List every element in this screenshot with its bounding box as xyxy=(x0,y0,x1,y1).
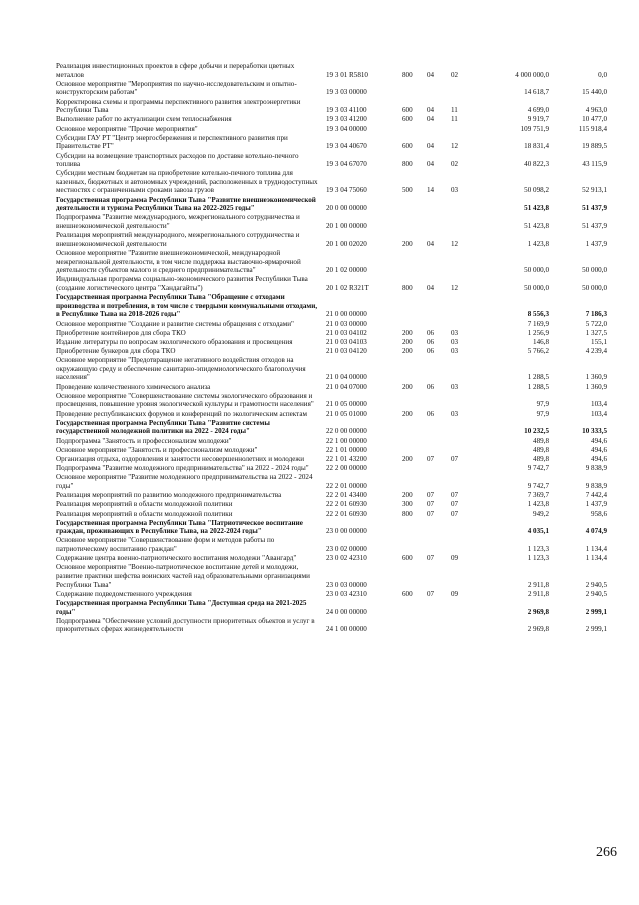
budget-table xyxy=(56,62,616,635)
amount-year-1: 50 098,2 xyxy=(524,186,549,195)
expense-type: 200 xyxy=(402,328,413,337)
table-row xyxy=(56,275,616,293)
table-row xyxy=(56,213,616,231)
amount-year-2: 51 437,9 xyxy=(582,204,607,213)
table-row xyxy=(56,356,616,382)
target-code: 22 2 01 60930 xyxy=(326,509,367,518)
amount-year-1: 97,9 xyxy=(536,409,549,418)
expense-type: 200 xyxy=(402,454,413,463)
amount-year-1: 489,8 xyxy=(533,454,549,463)
amount-year-1: 14 618,7 xyxy=(524,88,549,97)
subsection-code: 07 xyxy=(451,509,459,518)
amount-year-2: 2 940,5 xyxy=(585,589,607,598)
table-row xyxy=(56,500,616,509)
amount-year-2: 1 134,4 xyxy=(585,545,607,554)
amount-year-1: 40 822,3 xyxy=(524,160,549,169)
table-row xyxy=(56,125,616,134)
row-name: Основное мероприятие "Совершенствование системы экологического образования и просвещения, повышение уровня экологической культуры и грамотности населения" xyxy=(56,391,314,409)
expense-type: 800 xyxy=(402,70,413,79)
table-row xyxy=(56,437,616,446)
section-code: 04 xyxy=(427,115,435,124)
subsection-code: 09 xyxy=(451,589,459,598)
table-row xyxy=(56,249,616,275)
row-name: Государственная программа Республики Тыва "Обращение с отходами производства и потребления, в том числе с твердыми коммунальными отходами, в Республике Тыва на 2018-2026 годы" xyxy=(56,293,318,319)
target-code: 22 0 00 00000 xyxy=(326,427,367,436)
subsection-code: 12 xyxy=(451,142,459,151)
table-row xyxy=(56,617,616,635)
amount-year-1: 4 000 000,0 xyxy=(515,70,549,79)
amount-year-1: 2 911,8 xyxy=(527,589,549,598)
row-name: Государственная программа Республики Тыва "Развитие системы государственной молодежной политики на 2022 - 2024 годы" xyxy=(56,418,270,436)
amount-year-2: 1 134,4 xyxy=(585,554,607,563)
subsection-code: 12 xyxy=(451,239,459,248)
subsection-code: 02 xyxy=(451,160,459,169)
row-name: Проведение республиканских форумов и конференций по экологическим аспектам xyxy=(56,409,307,418)
table-row xyxy=(56,338,616,347)
amount-year-2: 103,4 xyxy=(591,409,607,418)
expense-type: 600 xyxy=(402,115,413,124)
row-name: Организация отдыха, оздоровления и занятости несовершеннолетних и молодежи xyxy=(56,454,305,463)
table-row xyxy=(56,231,616,249)
row-name: Содержание центра военно-патриотического воспитания молодежи "Авангард" xyxy=(56,554,297,563)
subsection-code: 11 xyxy=(451,115,458,124)
expense-type: 800 xyxy=(402,509,413,518)
amount-year-1: 5 766,2 xyxy=(527,347,549,356)
amount-year-2: 1 360,9 xyxy=(585,373,607,382)
amount-year-2: 9 838,9 xyxy=(585,481,607,490)
amount-year-1: 51 423,8 xyxy=(524,222,549,231)
row-name: Корректировка схемы и программы перспективного развития электроэнергетики Республики Тыва xyxy=(56,97,301,115)
expense-type: 200 xyxy=(402,409,413,418)
target-code: 21 0 00 00000 xyxy=(326,310,367,319)
row-name: Основное мероприятие "Предотвращение негативного воздействия отходов на окружающую среду и обеспечение санитарно-эпидемиологического благополучия населения" xyxy=(56,356,306,382)
expense-type: 600 xyxy=(402,106,413,115)
row-name: Подпрограмма "Занятость и профессионализм молодежи" xyxy=(56,436,232,445)
expense-type: 800 xyxy=(402,283,413,292)
amount-year-2: 494,6 xyxy=(591,436,607,445)
table-row xyxy=(56,62,616,80)
section-code: 06 xyxy=(427,382,435,391)
section-code: 07 xyxy=(427,589,435,598)
target-code: 21 0 03 04103 xyxy=(326,337,367,346)
amount-year-1: 4 699,0 xyxy=(527,106,549,115)
row-name: Основное мероприятие "Совершенствование форм и методов работы по патриотическому воспитанию граждан" xyxy=(56,536,275,554)
amount-year-1: 109 751,9 xyxy=(520,124,549,133)
expense-type: 300 xyxy=(402,500,413,509)
amount-year-1: 2 911,8 xyxy=(527,580,549,589)
table-row xyxy=(56,519,616,537)
section-code: 07 xyxy=(427,554,435,563)
row-name: Государственная программа Республики Тыва "Патриотическое воспитание граждан, проживающих в Республике Тыва, на 2022-2024 годы" xyxy=(56,518,303,536)
section-code: 04 xyxy=(427,142,435,151)
amount-year-2: 494,6 xyxy=(591,454,607,463)
amount-year-2: 1 327,5 xyxy=(585,328,607,337)
row-name: Подпрограмма "Обеспечение условий доступности приоритетных объектов и услуг в приоритетных сферах жизнедеятельности xyxy=(56,616,315,634)
section-code: 14 xyxy=(427,186,435,195)
amount-year-2: 51 437,9 xyxy=(582,222,607,231)
target-code: 22 2 01 00000 xyxy=(326,481,367,490)
subsection-code: 07 xyxy=(451,454,459,463)
subsection-code: 03 xyxy=(451,186,459,195)
amount-year-2: 4 074,9 xyxy=(585,527,607,536)
table-row xyxy=(56,293,616,319)
target-code: 21 0 04 07000 xyxy=(326,382,367,391)
subsection-code: 09 xyxy=(451,554,459,563)
amount-year-2: 15 440,0 xyxy=(582,88,607,97)
target-code: 22 1 01 43200 xyxy=(326,454,367,463)
table-row xyxy=(56,455,616,464)
target-code: 21 0 03 04102 xyxy=(326,328,367,337)
table-row xyxy=(56,80,616,98)
table-row xyxy=(56,392,616,410)
row-name: Основное мероприятие "Развитие внешнеэкономической, международной межрегиональной деятельности, в том числе поддержка выставочно-ярмарочной деятельности субъектов малого и среднего предпринимательства" xyxy=(56,249,301,275)
row-name: Государственная программа Республики Тыва "Доступная среда на 2021-2025 годы" xyxy=(56,599,307,616)
amount-year-1: 50 000,0 xyxy=(524,266,549,275)
subsection-code: 02 xyxy=(451,70,459,79)
page-number: 266 xyxy=(596,845,617,860)
target-code: 20 1 02 R321T xyxy=(326,283,369,292)
table-row xyxy=(56,464,616,473)
target-code: 22 2 00 00000 xyxy=(326,464,367,473)
section-code: 07 xyxy=(427,509,435,518)
amount-year-1: 2 969,8 xyxy=(527,625,549,634)
amount-year-1: 7 369,7 xyxy=(527,491,549,500)
amount-year-2: 0,0 xyxy=(598,70,607,79)
row-name: Приобретение бункеров для сбора ТКО xyxy=(56,347,176,356)
amount-year-2: 10 477,0 xyxy=(582,115,607,124)
amount-year-1: 9 919,7 xyxy=(527,115,549,124)
target-code: 21 0 03 00000 xyxy=(326,319,367,328)
amount-year-1: 4 035,1 xyxy=(527,527,549,536)
target-code: 21 0 03 04120 xyxy=(326,347,367,356)
subsection-code: 03 xyxy=(451,337,459,346)
amount-year-1: 9 742,7 xyxy=(527,464,549,473)
table-row xyxy=(56,115,616,124)
target-code: 21 0 05 01000 xyxy=(326,409,367,418)
subsection-code: 11 xyxy=(451,106,458,115)
target-code: 19 3 04 67070 xyxy=(326,160,367,169)
expense-type: 800 xyxy=(402,160,413,169)
amount-year-2: 1 437,9 xyxy=(585,239,607,248)
row-name: Основное мероприятие "Прочие мероприятия" xyxy=(56,124,198,133)
amount-year-1: 9 742,7 xyxy=(527,481,549,490)
row-name: Основное мероприятие "Занятость и профессионализм молодежи" xyxy=(56,445,258,454)
row-name: Содержание подведомственного учреждения xyxy=(56,589,192,598)
amount-year-1: 489,8 xyxy=(533,436,549,445)
amount-year-2: 50 000,0 xyxy=(582,266,607,275)
target-code: 24 0 00 00000 xyxy=(326,607,367,616)
expense-type: 200 xyxy=(402,337,413,346)
amount-year-1: 7 169,9 xyxy=(527,319,549,328)
target-code: 21 0 04 00000 xyxy=(326,373,367,382)
table-row xyxy=(56,491,616,500)
amount-year-1: 1 256,9 xyxy=(527,328,549,337)
table-row xyxy=(56,599,616,617)
row-name: Основное мероприятие "Мероприятия по научно-исследовательским и опытно-конструкторским работам" xyxy=(56,79,297,97)
row-name: Реализация инвестиционных проектов в сфере добычи и переработки цветных металлов xyxy=(56,62,295,79)
target-code: 19 3 04 40670 xyxy=(326,142,367,151)
amount-year-2: 1 437,9 xyxy=(585,500,607,509)
section-code: 06 xyxy=(427,347,435,356)
amount-year-2: 958,6 xyxy=(591,509,607,518)
subsection-code: 03 xyxy=(451,347,459,356)
target-code: 19 3 04 00000 xyxy=(326,124,367,133)
amount-year-1: 97,9 xyxy=(536,400,549,409)
amount-year-2: 7 442,4 xyxy=(585,491,607,500)
target-code: 19 3 03 41100 xyxy=(326,106,367,115)
amount-year-1: 50 000,0 xyxy=(524,283,549,292)
section-code: 06 xyxy=(427,409,435,418)
subsection-code: 07 xyxy=(451,500,459,509)
amount-year-1: 51 423,8 xyxy=(524,204,549,213)
amount-year-2: 494,6 xyxy=(591,445,607,454)
target-code: 21 0 05 00000 xyxy=(326,400,367,409)
subsection-code: 03 xyxy=(451,409,459,418)
table-row xyxy=(56,590,616,599)
expense-type: 200 xyxy=(402,491,413,500)
section-code: 04 xyxy=(427,283,435,292)
amount-year-1: 10 232,5 xyxy=(524,427,549,436)
amount-year-1: 2 969,8 xyxy=(527,607,549,616)
row-name: Основное мероприятие "Военно-патриотическое воспитание детей и молодежи, развитие практики шефства воинских частей над образовательными организациями Республики Тыва" xyxy=(56,563,310,589)
row-name: Индивидуальная программа социально-экономического развития Республики Тыва (создание логистического центра "Хандагайты") xyxy=(56,275,308,292)
amount-year-1: 1 423,8 xyxy=(527,239,549,248)
amount-year-2: 115 918,4 xyxy=(578,124,607,133)
expense-type: 500 xyxy=(402,186,413,195)
amount-year-1: 146,8 xyxy=(533,337,549,346)
target-code: 19 3 04 75060 xyxy=(326,186,367,195)
section-code: 06 xyxy=(427,337,435,346)
target-code: 20 0 00 00000 xyxy=(326,204,367,213)
row-name: Подпрограмма "Развитие международного, межрегионального сотрудничества и внешнеэкономической деятельности" xyxy=(56,213,300,231)
expense-type: 600 xyxy=(402,554,413,563)
expense-type: 200 xyxy=(402,347,413,356)
amount-year-2: 1 360,9 xyxy=(585,382,607,391)
amount-year-1: 18 831,4 xyxy=(524,142,549,151)
row-name: Издание литературы по вопросам экологического образования и просвещения xyxy=(56,337,293,346)
amount-year-1: 1 288,5 xyxy=(527,382,549,391)
subsection-code: 03 xyxy=(451,328,459,337)
amount-year-2: 155,1 xyxy=(591,337,607,346)
target-code: 22 1 00 00000 xyxy=(326,436,367,445)
target-code: 20 1 00 02020 xyxy=(326,239,367,248)
row-name: Реализация мероприятий в области молодежной политики xyxy=(56,509,233,518)
table-row xyxy=(56,152,616,170)
expense-type: 600 xyxy=(402,142,413,151)
amount-year-1: 949,2 xyxy=(533,509,549,518)
row-name: Субсидии ГАУ РТ "Центр энергосбережения и перспективного развития при Правительстве РТ" xyxy=(56,133,288,151)
table-row xyxy=(56,329,616,338)
section-code: 04 xyxy=(427,106,435,115)
amount-year-1: 489,8 xyxy=(533,445,549,454)
subsection-code: 03 xyxy=(451,382,459,391)
target-code: 23 0 02 42310 xyxy=(326,554,367,563)
target-code: 19 3 01 R5810 xyxy=(326,70,368,79)
row-name: Подпрограмма "Развитие молодежного предпринимательства" на 2022 - 2024 годы" xyxy=(56,464,309,473)
amount-year-1: 1 123,3 xyxy=(527,545,549,554)
amount-year-2: 2 999,1 xyxy=(585,625,607,634)
subsection-code: 12 xyxy=(451,283,459,292)
row-name: Основное мероприятие "Развитие молодежного предпринимательства на 2022 - 2024 годы" xyxy=(56,473,313,490)
table-row xyxy=(56,563,616,589)
target-code: 19 3 03 41200 xyxy=(326,115,367,124)
table-row xyxy=(56,169,616,195)
row-name: Реализация мероприятий по развитию молодежного предпринимательства xyxy=(56,491,282,500)
table-row xyxy=(56,446,616,455)
section-code: 07 xyxy=(427,491,435,500)
section-code: 04 xyxy=(427,239,435,248)
target-code: 22 1 01 00000 xyxy=(326,445,367,454)
amount-year-2: 2 940,5 xyxy=(585,580,607,589)
target-code: 23 0 03 42310 xyxy=(326,589,367,598)
amount-year-2: 10 333,5 xyxy=(582,427,607,436)
target-code: 22 2 01 60930 xyxy=(326,500,367,509)
amount-year-1: 8 556,3 xyxy=(527,310,549,319)
section-code: 06 xyxy=(427,328,435,337)
table-row xyxy=(56,320,616,329)
target-code: 23 0 00 00000 xyxy=(326,527,367,536)
amount-year-1: 1 123,3 xyxy=(527,554,549,563)
amount-year-2: 9 838,9 xyxy=(585,464,607,473)
table-row xyxy=(56,410,616,419)
row-name: Государственная программа Республики Тыва "Развитие внешнеэкономической деятельности и туризма Республики Тыва на 2022-2025 годы" xyxy=(56,195,316,213)
amount-year-1: 1 288,5 xyxy=(527,373,549,382)
row-name: Реализация мероприятий в области молодежной политики xyxy=(56,500,233,509)
target-code: 20 1 02 00000 xyxy=(326,266,367,275)
amount-year-2: 52 913,1 xyxy=(582,186,607,195)
table-row xyxy=(56,473,616,491)
amount-year-2: 103,4 xyxy=(591,400,607,409)
target-code: 23 0 02 00000 xyxy=(326,545,367,554)
amount-year-2: 7 186,3 xyxy=(585,310,607,319)
section-code: 04 xyxy=(427,70,435,79)
section-code: 07 xyxy=(427,454,435,463)
expense-type: 600 xyxy=(402,589,413,598)
table-row xyxy=(56,419,616,437)
amount-year-2: 4 963,0 xyxy=(585,106,607,115)
amount-year-2: 2 999,1 xyxy=(585,607,607,616)
row-name: Основное мероприятие "Создание и развитие системы обращения с отходами" xyxy=(56,319,294,328)
row-name: Выполнение работ по актуализации схем теплоснабжения xyxy=(56,115,232,124)
row-name: Субсидии на возмещение транспортных расходов по доставке котельно-печного топлива xyxy=(56,151,299,169)
table-row xyxy=(56,196,616,214)
amount-year-2: 4 239,4 xyxy=(585,347,607,356)
expense-type: 200 xyxy=(402,382,413,391)
subsection-code: 07 xyxy=(451,491,459,500)
row-name: Реализация мероприятий международного, межрегионального сотрудничества и внешнеэкономической деятельности xyxy=(56,231,300,248)
row-name: Проведение количественного химического анализа xyxy=(56,382,211,391)
table-row xyxy=(56,98,616,116)
table-row xyxy=(56,554,616,563)
table-row xyxy=(56,383,616,392)
table-row xyxy=(56,510,616,519)
table-row xyxy=(56,347,616,356)
amount-year-2: 43 115,9 xyxy=(582,160,607,169)
row-name: Приобретение контейнеров для сбора ТКО xyxy=(56,328,186,337)
target-code: 23 0 03 00000 xyxy=(326,580,367,589)
target-code: 24 1 00 00000 xyxy=(326,625,367,634)
amount-year-2: 19 889,5 xyxy=(582,142,607,151)
target-code: 22 2 01 43400 xyxy=(326,491,367,500)
expense-type: 200 xyxy=(402,239,413,248)
row-name: Субсидии местным бюджетам на приобретение котельно-печного топлива для казенных, бюджетных и автономных учреждений, расположенных в труднодоступных местностях с ограниченными сроками завоза грузов xyxy=(56,169,318,195)
target-code: 19 3 03 00000 xyxy=(326,88,367,97)
amount-year-2: 50 000,0 xyxy=(582,283,607,292)
amount-year-2: 5 722,0 xyxy=(585,319,607,328)
table-row xyxy=(56,134,616,152)
amount-year-1: 1 423,8 xyxy=(527,500,549,509)
target-code: 20 1 00 00000 xyxy=(326,222,367,231)
section-code: 07 xyxy=(427,500,435,509)
table-row xyxy=(56,536,616,554)
section-code: 04 xyxy=(427,160,435,169)
